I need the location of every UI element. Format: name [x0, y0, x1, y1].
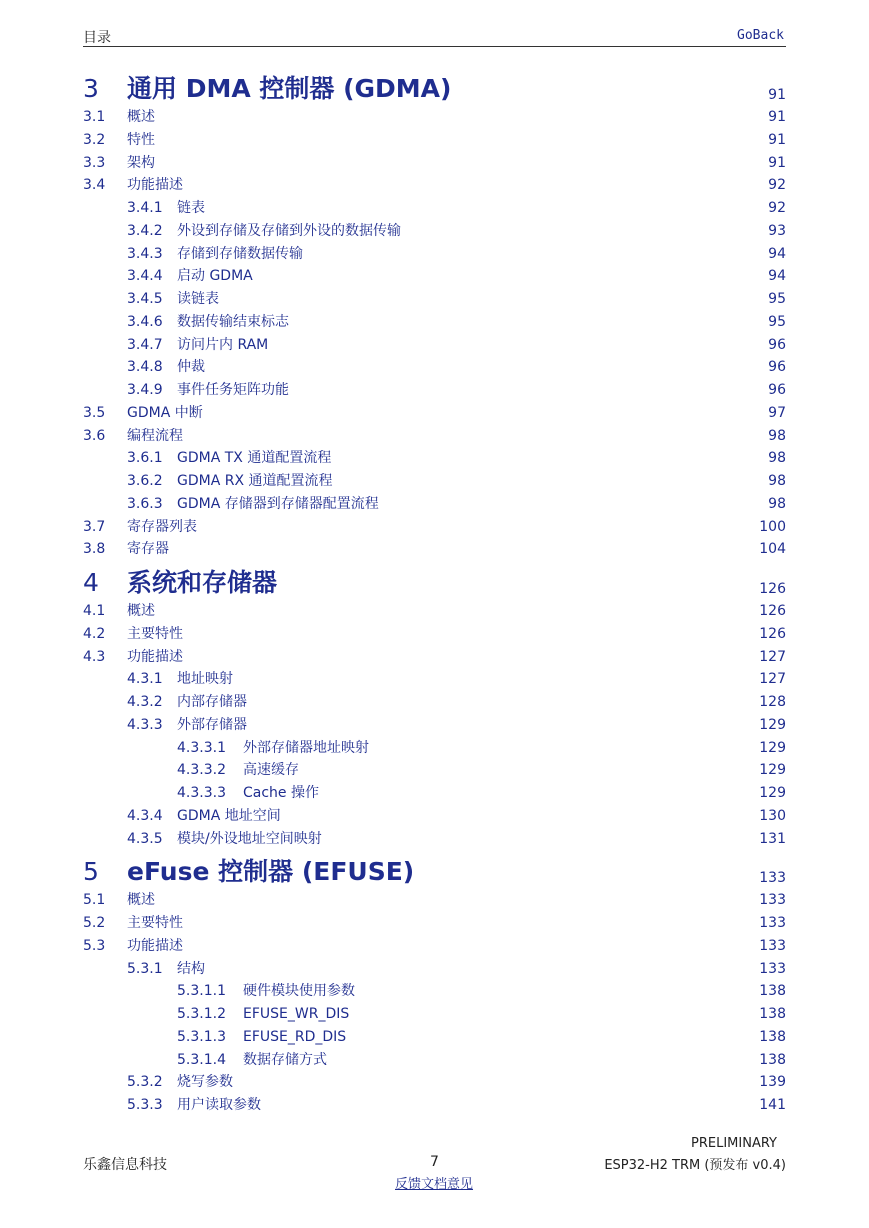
toc-entry[interactable] [83, 197, 786, 220]
toc-entry-title: 外部存储器 [177, 716, 247, 733]
toc-entry[interactable] [83, 470, 786, 493]
toc-entry-number: 5.3.1.3 [177, 1028, 226, 1045]
toc-entry-page: 129 [759, 762, 786, 779]
header-divider [83, 46, 786, 47]
toc-entry-number: 3.4.8 [127, 359, 163, 376]
toc-entry-page: 94 [768, 245, 786, 262]
toc-entry-page: 97 [768, 404, 786, 421]
toc-entry-number: 3.4.7 [127, 336, 163, 353]
toc-entry-page: 96 [768, 336, 786, 353]
toc-entry-page: 98 [768, 450, 786, 467]
toc-entry-page: 93 [768, 222, 786, 239]
toc-entry-number: 3 [83, 74, 99, 103]
toc-entry-title: 编程流程 [127, 427, 183, 444]
toc-entry-title: 链表 [177, 200, 205, 216]
header-title: 目录 [83, 30, 111, 46]
toc-entry[interactable] [83, 912, 786, 935]
toc-entry-number: 5.3.1.4 [177, 1051, 226, 1068]
toc-entry[interactable] [83, 623, 786, 646]
toc-entry-page: 91 [768, 109, 786, 125]
toc-entry-title: GDMA 存储器到存储器配置流程 [177, 495, 379, 512]
toc-entry-page: 95 [768, 291, 786, 307]
toc-entry[interactable] [83, 356, 786, 379]
toc-entry[interactable] [83, 288, 786, 311]
toc-entry-page: 133 [759, 937, 786, 954]
toc-entry-title: 概述 [127, 109, 155, 125]
toc-entry-title: GDMA TX 通道配置流程 [177, 450, 332, 467]
toc-entry-title: EFUSE_WR_DIS [243, 1006, 350, 1022]
toc-entry[interactable] [83, 935, 786, 958]
toc-entry-title: 概述 [127, 603, 155, 619]
toc-entry-title: 架构 [127, 154, 155, 171]
toc-entry-number: 3.6 [83, 427, 106, 444]
toc-entry-page: 92 [768, 200, 786, 216]
toc-entry-page: 127 [759, 671, 786, 688]
toc-entry-number: 5.2 [83, 915, 106, 931]
toc-entry-page: 91 [768, 131, 786, 148]
toc-entry-title: 外设到存储及存储到外设的数据传输 [177, 222, 401, 239]
toc-entry-number: 3.4.5 [127, 291, 163, 307]
toc-entry-number: 3.4 [83, 177, 106, 194]
toc-entry-title: 主要特性 [127, 625, 183, 642]
toc-entry[interactable] [83, 402, 786, 425]
toc-entry[interactable] [83, 334, 786, 357]
toc-entry-page: 95 [768, 313, 786, 330]
toc-entry-title: EFUSE_RD_DIS [243, 1028, 347, 1045]
toc-entry-page: 98 [768, 473, 786, 489]
toc-entry-title: 内部存储器 [177, 694, 247, 710]
toc-entry-number: 5.3 [83, 937, 106, 954]
toc-entry-title: 用户读取参数 [177, 1097, 261, 1113]
toc-entry-title: GDMA 中断 [127, 404, 203, 421]
toc-entry-title: Cache 操作 [243, 785, 319, 801]
toc-entry[interactable] [83, 600, 786, 623]
toc-entry[interactable] [83, 311, 786, 334]
toc-chapter-entry[interactable] [83, 76, 786, 106]
toc-entry-title: 结构 [177, 960, 205, 977]
toc-entry-number: 4 [83, 568, 99, 597]
toc-entry-page: 126 [759, 581, 786, 597]
toc-entry-number: 4.3.2 [127, 694, 163, 710]
toc-entry-number: 5.3.1.2 [177, 1006, 226, 1022]
toc-entry-page: 91 [768, 87, 786, 103]
toc-entry-number: 3.4.2 [127, 222, 163, 239]
toc-entry-number: 3.4.9 [127, 382, 163, 398]
toc-entry[interactable] [83, 691, 786, 714]
toc-entry[interactable] [83, 1049, 786, 1072]
toc-entry-page: 139 [759, 1074, 786, 1091]
toc-entry[interactable] [83, 516, 786, 539]
toc-entry[interactable] [83, 106, 786, 129]
toc-entry-title: eFuse 控制器 (EFUSE) [127, 857, 415, 887]
toc-entry-title: 系统和存储器 [127, 568, 278, 597]
toc-entry-number: 4.3.3.2 [177, 762, 226, 779]
toc-entry[interactable] [83, 782, 786, 805]
toc-entry-page: 138 [759, 1051, 786, 1068]
feedback-link[interactable]: 反馈文档意见 [395, 1177, 474, 1192]
toc-entry-title: 主要特性 [127, 915, 183, 931]
toc-entry[interactable] [83, 759, 786, 782]
toc-chapter-entry[interactable] [83, 570, 786, 600]
toc-entry-number: 4.1 [83, 603, 106, 619]
toc-entry-number: 4.3.3 [127, 716, 163, 733]
toc-entry-page: 133 [759, 892, 786, 909]
toc-entry-title: 功能描述 [127, 937, 183, 954]
toc-entry[interactable] [83, 538, 786, 561]
toc-entry-number: 3.4.1 [127, 200, 163, 216]
toc-entry-number: 3.6.2 [127, 473, 163, 489]
toc-entry-number: 5.3.1.1 [177, 983, 226, 1000]
toc-entry-title: GDMA RX 通道配置流程 [177, 473, 333, 489]
toc-entry[interactable] [83, 174, 786, 197]
toc-entry[interactable] [83, 1026, 786, 1049]
toc-entry[interactable] [83, 493, 786, 516]
toc-entry-title: 功能描述 [127, 648, 183, 665]
toc-entry-number: 3.4.6 [127, 313, 163, 330]
toc-entry-title: 寄存器 [127, 541, 169, 558]
toc-entry-page: 133 [759, 915, 786, 931]
toc-entry[interactable] [83, 1094, 786, 1117]
toc-entry-page: 141 [759, 1097, 786, 1113]
toc-entry-number: 5 [83, 857, 99, 887]
toc-entry-number: 3.8 [83, 541, 106, 558]
toc-entry-title: 寄存器列表 [127, 518, 197, 535]
toc-entry[interactable] [83, 1071, 786, 1094]
toc-entry-number: 5.3.3 [127, 1097, 163, 1113]
toc-entry[interactable] [83, 828, 786, 851]
toc-entry-page: 98 [768, 495, 786, 512]
document-title: ESP32-H2 TRM (预发布 v0.4) [604, 1158, 786, 1173]
toc-entry-title: 通用 DMA 控制器 (GDMA) [127, 74, 452, 103]
toc-entry-number: 4.3.1 [127, 671, 163, 688]
toc-entry-page: 96 [768, 359, 786, 376]
toc-entry-title: 读链表 [177, 291, 219, 307]
toc-chapter-entry[interactable] [83, 859, 786, 889]
toc-entry-page: 129 [759, 739, 786, 756]
toc-entry-page: 131 [759, 830, 786, 847]
page-number: 7 [430, 1154, 439, 1170]
toc-entry-title: 仲裁 [177, 359, 205, 376]
toc-entry-number: 4.3.3.3 [177, 785, 226, 801]
toc-entry-title: 硬件模块使用参数 [243, 983, 355, 1000]
table-of-contents [83, 76, 786, 1117]
toc-entry[interactable] [83, 1003, 786, 1026]
toc-entry-title: 启动 GDMA [177, 268, 253, 285]
toc-entry[interactable] [83, 152, 786, 175]
toc-entry-page: 127 [759, 648, 786, 665]
toc-entry-title: 烧写参数 [177, 1074, 233, 1091]
toc-entry[interactable] [83, 265, 786, 288]
toc-entry-number: 4.2 [83, 625, 106, 642]
toc-entry[interactable] [83, 889, 786, 912]
toc-entry[interactable] [83, 646, 786, 669]
toc-entry-page: 91 [768, 154, 786, 171]
toc-entry-title: 访问片内 RAM [177, 336, 269, 353]
toc-entry-title: 特性 [127, 131, 155, 148]
toc-entry-number: 5.1 [83, 892, 106, 909]
toc-entry-page: 98 [768, 427, 786, 444]
toc-entry-page: 129 [759, 785, 786, 801]
toc-entry[interactable] [83, 243, 786, 266]
toc-entry-page: 133 [759, 960, 786, 977]
toc-entry[interactable] [83, 668, 786, 691]
toc-entry[interactable] [83, 220, 786, 243]
toc-entry-title: 概述 [127, 892, 155, 909]
toc-entry-page: 94 [768, 268, 786, 285]
toc-entry[interactable] [83, 447, 786, 470]
toc-entry-page: 138 [759, 983, 786, 1000]
toc-entry-title: 功能描述 [127, 177, 183, 194]
toc-entry-title: 数据传输结束标志 [177, 313, 289, 330]
toc-entry-number: 4.3.5 [127, 830, 163, 847]
toc-entry[interactable] [83, 805, 786, 828]
toc-entry-title: 地址映射 [177, 671, 233, 688]
toc-entry[interactable] [83, 980, 786, 1003]
toc-entry-title: 高速缓存 [243, 762, 299, 779]
toc-entry-number: 3.3 [83, 154, 106, 171]
goback-link[interactable]: GoBack [737, 28, 784, 43]
toc-entry-page: 128 [759, 694, 786, 710]
toc-entry[interactable] [83, 958, 786, 981]
toc-entry-number: 3.6.1 [127, 450, 163, 467]
toc-entry[interactable] [83, 714, 786, 737]
company-name: 乐鑫信息科技 [83, 1157, 167, 1173]
toc-entry-title: GDMA 地址空间 [177, 807, 281, 824]
toc-entry-page: 130 [759, 807, 786, 824]
toc-entry-page: 133 [759, 870, 786, 887]
toc-entry-page: 92 [768, 177, 786, 194]
toc-entry[interactable] [83, 379, 786, 402]
toc-entry-title: 外部存储器地址映射 [243, 739, 369, 756]
toc-entry-number: 5.3.2 [127, 1074, 163, 1091]
toc-entry-number: 3.6.3 [127, 495, 163, 512]
toc-entry-number: 3.2 [83, 131, 106, 148]
toc-entry-page: 126 [759, 625, 786, 642]
toc-entry-page: 100 [759, 518, 786, 535]
toc-entry[interactable] [83, 129, 786, 152]
toc-entry-title: 数据存储方式 [243, 1051, 327, 1068]
toc-entry-page: 96 [768, 382, 786, 398]
toc-entry-number: 4.3.3.1 [177, 739, 226, 756]
toc-entry-number: 4.3.4 [127, 807, 163, 824]
toc-entry-page: 126 [759, 603, 786, 619]
toc-entry-title: 存储到存储数据传输 [177, 245, 303, 262]
toc-entry-title: 模块/外设地址空间映射 [177, 830, 322, 847]
toc-entry[interactable] [83, 737, 786, 760]
toc-entry-number: 3.1 [83, 109, 106, 125]
preliminary-label: PRELIMINARY [691, 1136, 777, 1151]
toc-entry-number: 5.3.1 [127, 960, 163, 977]
toc-entry-number: 3.7 [83, 518, 106, 535]
toc-entry-page: 129 [759, 716, 786, 733]
toc-entry-page: 138 [759, 1006, 786, 1022]
toc-entry-number: 3.5 [83, 404, 106, 421]
toc-entry-number: 3.4.3 [127, 245, 163, 262]
toc-entry-number: 3.4.4 [127, 268, 163, 285]
toc-entry-page: 138 [759, 1028, 786, 1045]
toc-entry[interactable] [83, 425, 786, 448]
toc-entry-page: 104 [759, 541, 786, 558]
toc-entry-title: 事件任务矩阵功能 [177, 382, 289, 398]
toc-entry-number: 4.3 [83, 648, 106, 665]
